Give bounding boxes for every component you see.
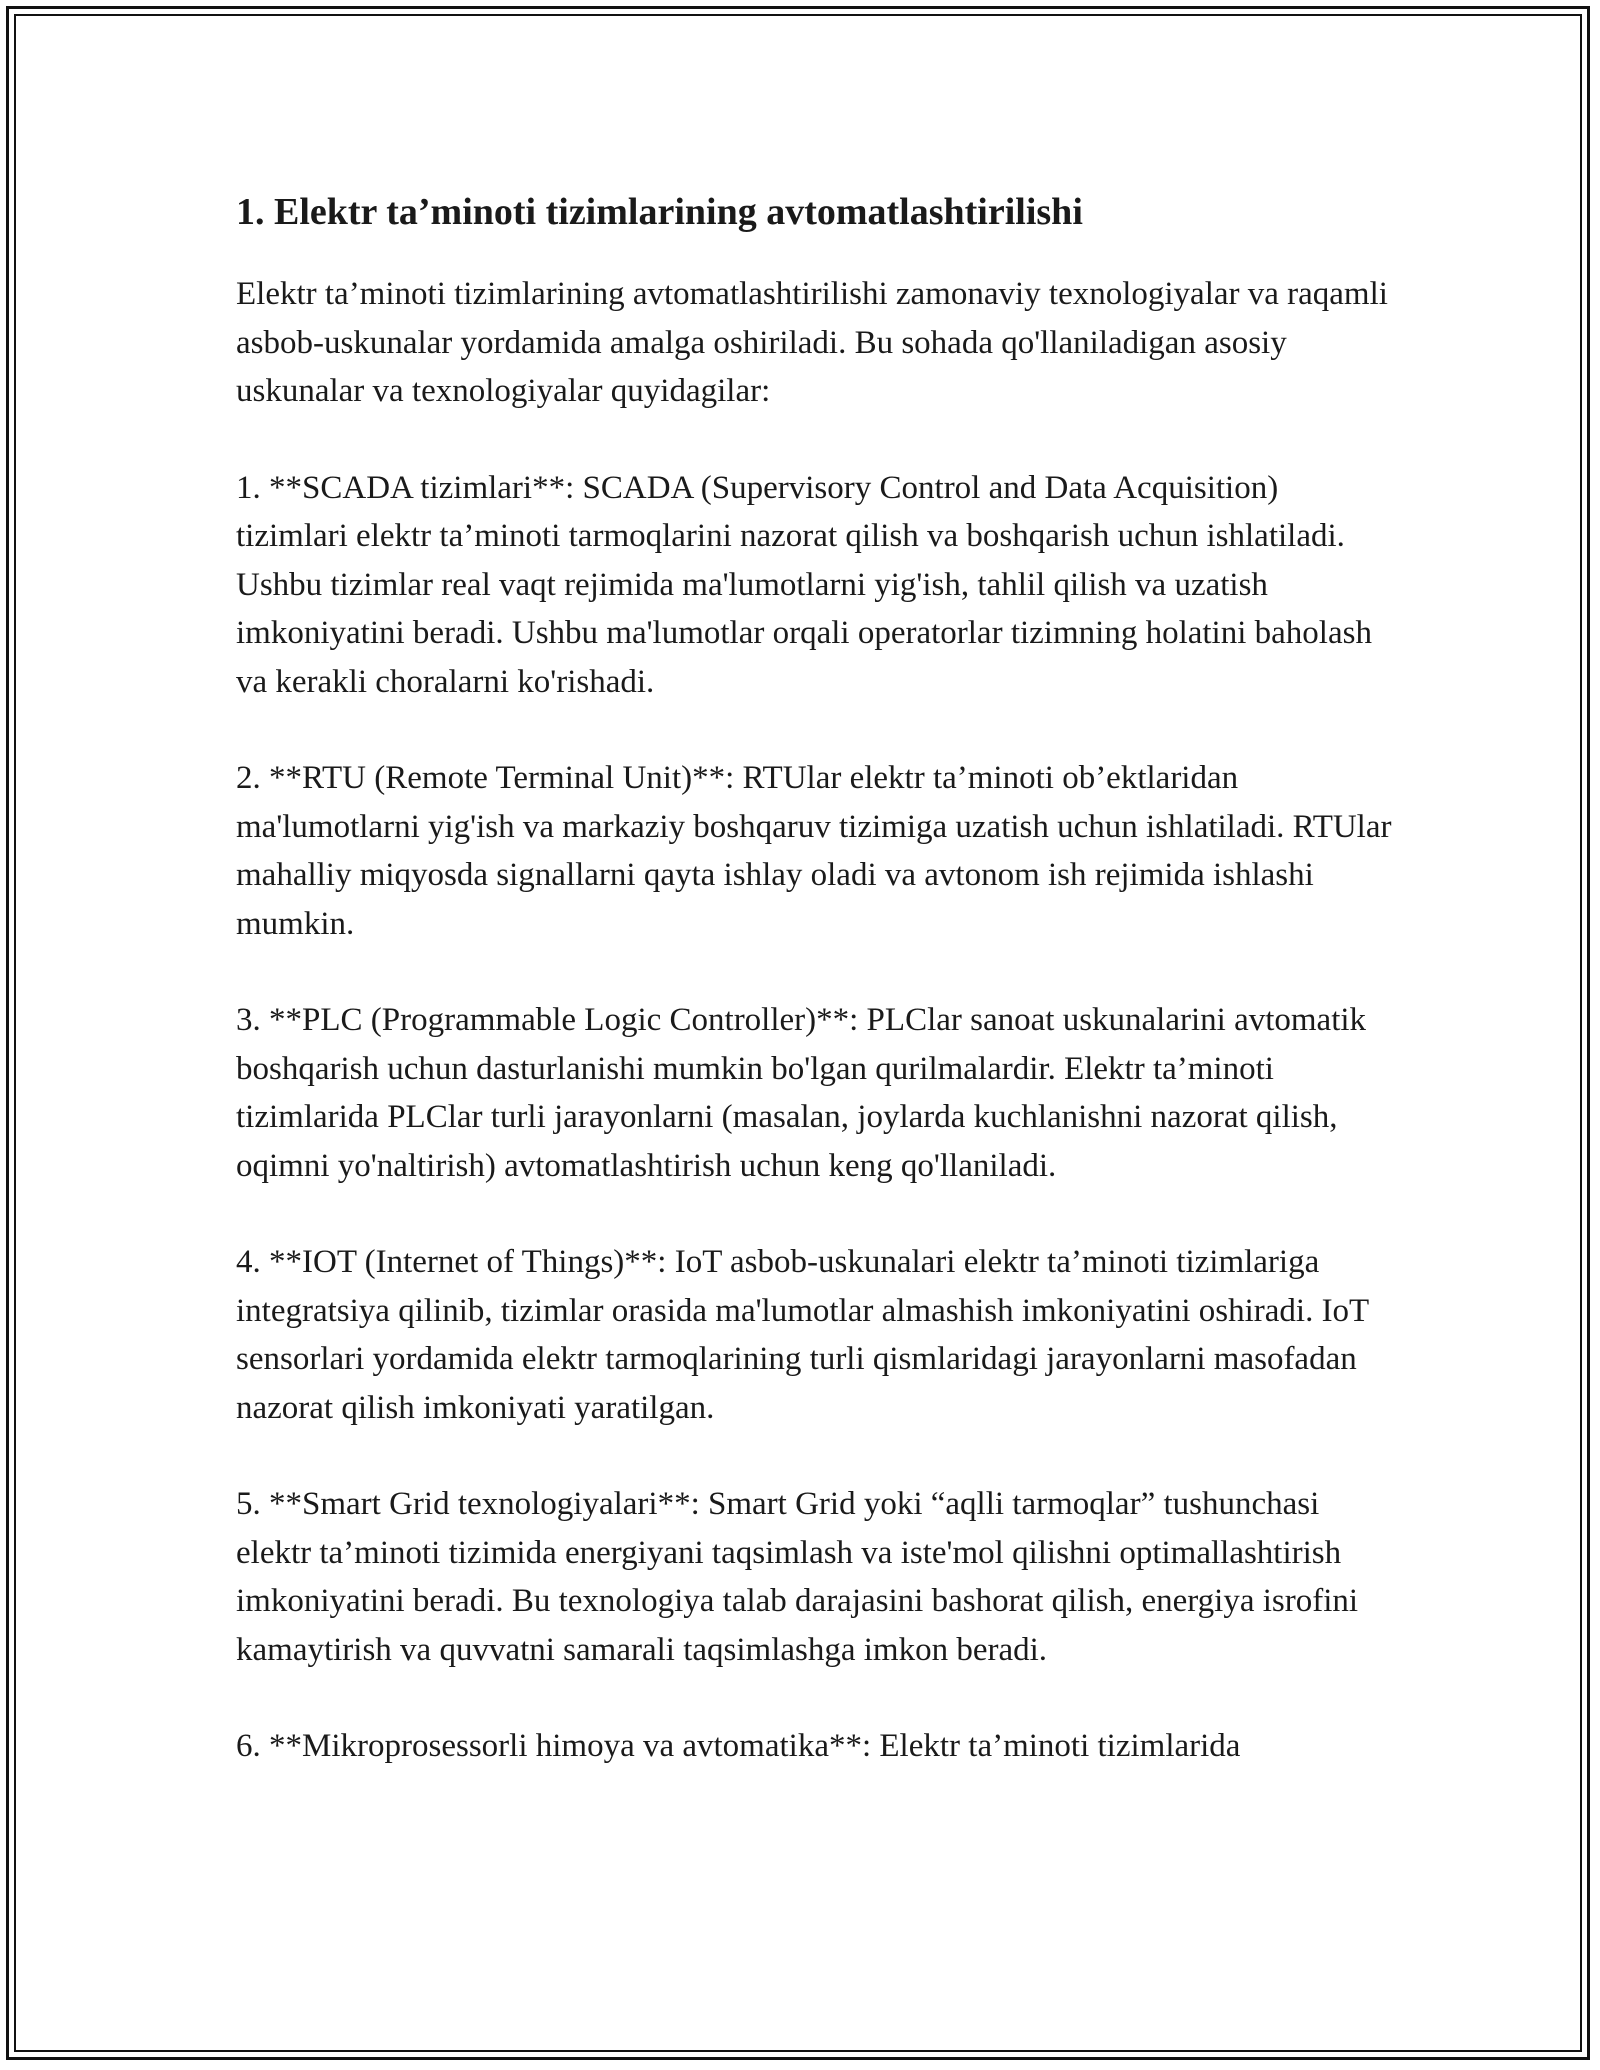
intro-paragraph: Elektr ta’minoti tizimlarining avtomatlashtirilishi zamonaviy texnologiyalar va raqamli asbob-uskunalar yordamida amalga oshiriladi. Bu sohada qo'llaniladigan asosiy uskunalar va texnologiyalar quyidagilar: bbox=[236, 276, 1388, 409]
paragraph-rtu: 2. **RTU (Remote Terminal Unit)**: RTUlar elektr ta’minoti ob’ektlaridan ma'lumotlarni yig'ish va markaziy boshqaruv tizimiga uzatish uchun ishlatiladi. RTUlar mahalliy miqyosda signallarni qayta ishlay oladi va avtonom ish rejimida ishlashi mumkin. bbox=[236, 760, 1392, 942]
document-body bbox=[236, 188, 1396, 1819]
paragraph-plc: 3. **PLC (Programmable Logic Controller)**: PLClar sanoat uskunalarini avtomatik boshqarish uchun dasturlanishi mumkin bo'lgan qurilmalardir. Elektr ta’minoti tizimlarida PLClar turli jarayonlarni (masalan, joylarda kuchlanishni nazorat qilish, oqimni yo'naltirish) avtomatlashtirish uchun keng qo'llaniladi. bbox=[236, 1002, 1367, 1184]
paragraph-microprocessor: 6. **Mikroprosessorli himoya va avtomatika**: Elektr ta’minoti tizimlarida bbox=[236, 1728, 1241, 1764]
paragraph-iot: 4. **IOT (Internet of Things)**: IoT asbob-uskunalari elektr ta’minoti tizimlariga integratsiya qilinib, tizimlar orasida ma'lumotlar almashish imkoniyatini oshiradi. IoT sensorlari yordamida elektr tarmoqlarining turli qismlaridagi jarayonlarni masofadan nazorat qilish imkoniyati yaratilgan. bbox=[236, 1244, 1369, 1426]
paragraph-smart-grid: 5. **Smart Grid texnologiyalari**: Smart Grid yoki “aqlli tarmoqlar” tushunchasi elektr ta’minoti tizimida energiyani taqsimlash va iste'mol qilishni optimallashtirish imkoniyatini beradi. Bu texnologiya talab darajasini bashorat qilish, energiya isrofini kamaytirish va quvvatni samarali taqsimlashga imkon beradi. bbox=[236, 1486, 1359, 1668]
document-heading: 1. Elektr ta’minoti tizimlarining avtomatlashtirilishi bbox=[236, 191, 1083, 233]
paragraph-scada: 1. **SCADA tizimlari**: SCADA (Supervisory Control and Data Acquisition) tizimlari elektr ta’minoti tarmoqlarini nazorat qilish va boshqarish uchun ishlatiladi. Ushbu tizimlar real vaqt rejimida ma'lumotlarni yig'ish, tahlil qilish va uzatish imkoniyatini beradi. Ushbu ma'lumotlar orqali operatorlar tizimning holatini baholash va kerakli choralarni ko'rishadi. bbox=[236, 469, 1372, 700]
